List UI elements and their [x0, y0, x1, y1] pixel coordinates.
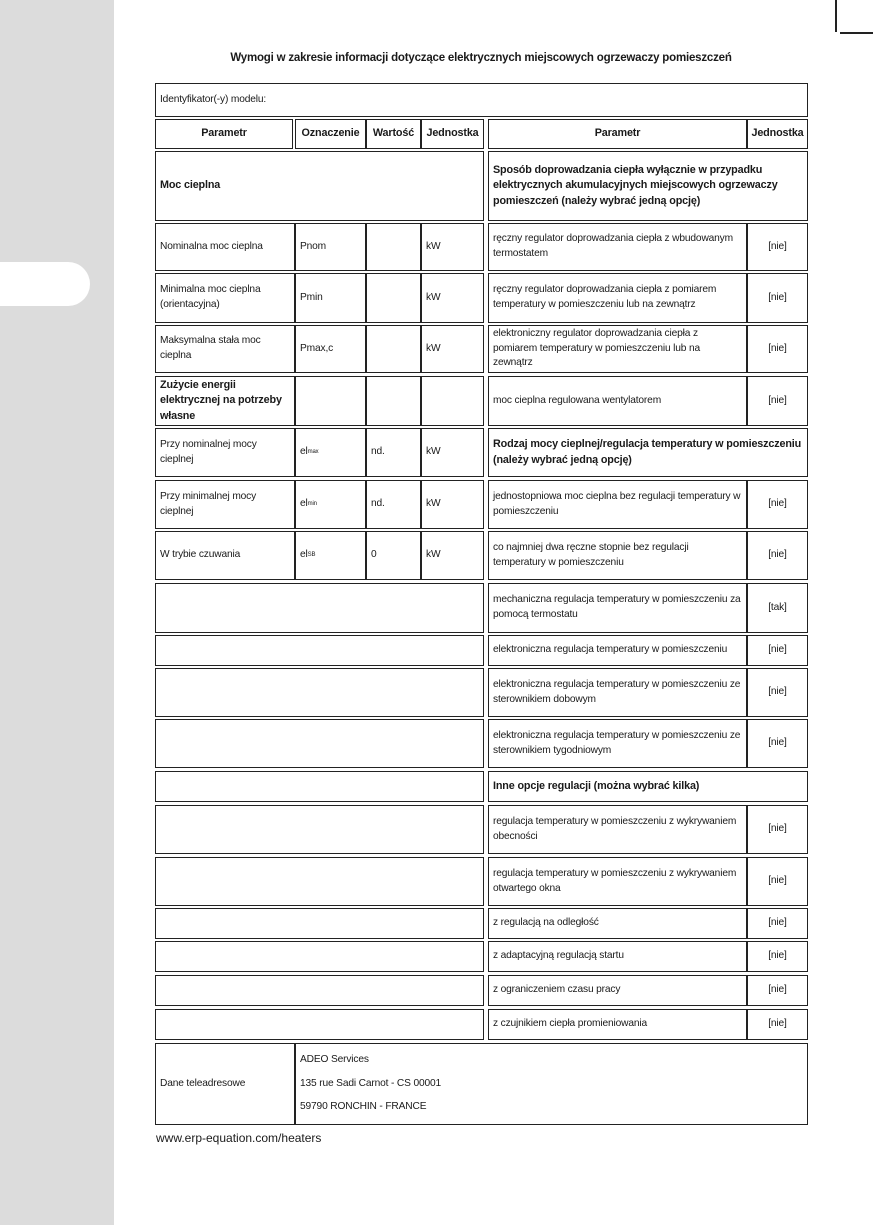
option-value: [nie] [747, 805, 808, 854]
header-parametr: Parametr [155, 119, 293, 149]
value-elmin: nd. [366, 480, 421, 529]
unit-pmaxc: kW [421, 325, 484, 373]
option-value: [nie] [747, 325, 808, 373]
param-min-heat: Minimalna moc cieplna (orientacyjna) [155, 273, 295, 323]
option-value: [nie] [747, 376, 808, 426]
empty-left-row [155, 805, 484, 854]
option-value: [nie] [747, 223, 808, 271]
option-label: ręczny regulator doprowadzania ciepła z pomiarem temperatury w pomieszczeniu lub na zewnątrz [488, 273, 747, 323]
option-label: moc cieplna regulowana wentylatorem [488, 376, 747, 426]
unit-pmin: kW [421, 273, 484, 323]
model-identifier-row [155, 83, 808, 117]
option-label: elektroniczny regulator doprowadzania ciepła z pomiarem temperatury w pomieszczeniu lub na zewnątrz [488, 325, 747, 373]
empty-left-row [155, 583, 484, 633]
header-parametr-right: Parametr [488, 119, 747, 149]
option-label: regulacja temperatury w pomieszczeniu z wykrywaniem obecności [488, 805, 747, 854]
option-value: [nie] [747, 1009, 808, 1040]
crop-mark [835, 0, 837, 32]
value-pnom [366, 223, 421, 271]
symbol-pmaxc: Pmax,c [295, 325, 366, 373]
param-nominal-heat: Nominalna moc cieplna [155, 223, 295, 271]
section-output-type: Rodzaj mocy cieplnej/regulacja temperatury w pomieszczeniu (należy wybrać jedną opcję) [488, 428, 808, 477]
option-value: [nie] [747, 975, 808, 1006]
option-label: jednostopniowa moc cieplna bez regulacji temperatury w pomieszczeniu [488, 480, 747, 529]
address-line: 135 rue Sadi Carnot - CS 00001 [300, 1077, 442, 1089]
page-title: Wymogi w zakresie informacji dotyczące elektrycznych miejscowych ogrzewaczy pomieszczeń [230, 52, 732, 64]
section-other-control: Inne opcje regulacji (można wybrać kilka) [488, 771, 808, 802]
option-label: elektroniczna regulacja temperatury w pomieszczeniu ze sterownikiem dobowym [488, 668, 747, 717]
header-wartosc: Wartość [366, 119, 421, 149]
header-jednostka: Jednostka [421, 119, 484, 149]
website-url: www.erp-equation.com/heaters [156, 1131, 322, 1145]
param-elmin: Przy minimalnej mocy cieplnej [155, 480, 295, 529]
page-tab-marker [0, 262, 90, 306]
contact-label: Dane teleadresowe [155, 1043, 295, 1125]
empty-left-row [155, 1009, 484, 1040]
symbol-elmin: el min [295, 480, 366, 529]
option-label: regulacja temperatury w pomieszczeniu z wykrywaniem otwartego okna [488, 857, 747, 906]
option-value: [nie] [747, 635, 808, 666]
option-value: [nie] [747, 273, 808, 323]
empty-cell [366, 376, 421, 426]
option-value: [tak] [747, 583, 808, 633]
header-jednostka-right: Jednostka [747, 119, 808, 149]
empty-left-row [155, 719, 484, 768]
symbol-pmin: Pmin [295, 273, 366, 323]
option-value: [nie] [747, 941, 808, 972]
empty-left-row [155, 908, 484, 939]
empty-left-row [155, 975, 484, 1006]
symbol-elmax: el max [295, 428, 366, 477]
address-line: ADEO Services [300, 1053, 369, 1065]
unit-elmin: kW [421, 480, 484, 529]
option-label: z regulacją na odległość [488, 908, 747, 939]
option-label: mechaniczna regulacja temperatury w pomieszczeniu za pomocą termostatu [488, 583, 747, 633]
value-elmax: nd. [366, 428, 421, 477]
symbol-pnom: Pnom [295, 223, 366, 271]
option-value: [nie] [747, 719, 808, 768]
empty-cell [421, 376, 484, 426]
empty-left-row [155, 857, 484, 906]
option-label: z adaptacyjną regulacją startu [488, 941, 747, 972]
unit-elmax: kW [421, 428, 484, 477]
symbol-elsb: el SB [295, 531, 366, 580]
param-max-cont-heat: Maksymalna stała moc cieplna [155, 325, 295, 373]
option-label: z ograniczeniem czasu pracy [488, 975, 747, 1006]
crop-mark [840, 32, 873, 34]
option-value: [nie] [747, 857, 808, 906]
option-label: elektroniczna regulacja temperatury w pomieszczeniu ze sterownikiem tygodniowym [488, 719, 747, 768]
page-margin-strip [0, 0, 114, 1225]
unit-pnom: kW [421, 223, 484, 271]
empty-left-row [155, 941, 484, 972]
section-heat-input: Sposób doprowadzania ciepła wyłącznie w przypadku elektrycznych akumulacyjnych miejscowych ogrzewaczy pomieszczeń (należy wybrać jedną opcję) [488, 151, 808, 221]
header-oznaczenie: Oznaczenie [295, 119, 366, 149]
value-elsb: 0 [366, 531, 421, 580]
option-value: [nie] [747, 531, 808, 580]
option-value: [nie] [747, 908, 808, 939]
option-value: [nie] [747, 668, 808, 717]
option-label: co najmniej dwa ręczne stopnie bez regulacji temperatury w pomieszczeniu [488, 531, 747, 580]
empty-left-row [155, 635, 484, 666]
empty-left-row [155, 771, 484, 802]
section-aux-consumption: Zużycie energii elektrycznej na potrzeby własne [155, 376, 295, 426]
option-label: elektroniczna regulacja temperatury w pomieszczeniu [488, 635, 747, 666]
contact-address [295, 1043, 808, 1125]
empty-left-row [155, 668, 484, 717]
param-elmax: Przy nominalnej mocy cieplnej [155, 428, 295, 477]
empty-cell [295, 376, 366, 426]
unit-elsb: kW [421, 531, 484, 580]
value-pmin [366, 273, 421, 323]
option-label: ręczny regulator doprowadzania ciepła z wbudowanym termostatem [488, 223, 747, 271]
option-label: z czujnikiem ciepła promieniowania [488, 1009, 747, 1040]
option-value: [nie] [747, 480, 808, 529]
section-moc-cieplna: Moc cieplna [155, 151, 484, 221]
value-pmaxc [366, 325, 421, 373]
address-line: 59790 RONCHIN - FRANCE [300, 1101, 427, 1113]
param-elsb: W trybie czuwania [155, 531, 295, 580]
model-identifier-label: Identyfikator(-y) modelu: [160, 93, 267, 105]
